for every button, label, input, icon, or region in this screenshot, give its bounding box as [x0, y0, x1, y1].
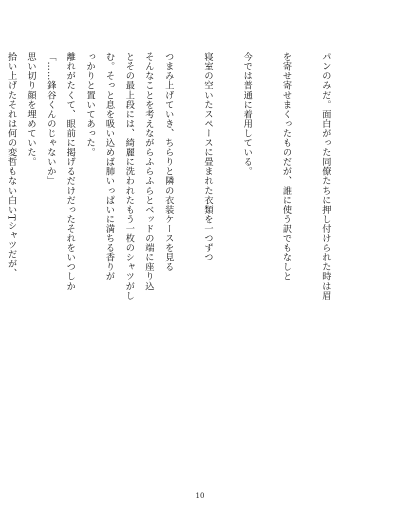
text-line: つまみ上げていき、ちらりと隣の衣装ケースを見る	[162, 52, 174, 272]
text-line: 思い切り顔を埋めていた。	[24, 52, 36, 167]
text-line: とその最上段には、綺麗に洗われたもう一枚のシャツがし	[123, 52, 135, 301]
text-column-left	[24, 52, 181, 485]
page-number: 10	[195, 492, 205, 500]
text-line: 離れがたくて、眼前に掲げるだけだったそれをいつしか	[64, 52, 76, 291]
text-line: そんなことを考えながらふらふらとベッドの端に座り込	[142, 52, 154, 291]
text-line: 寝室の空いたスペースに畳まれた衣類を一つずつ	[201, 52, 213, 263]
text-line: パンのみだ。面白がった同僚たちに押し付けられた時は眉	[319, 52, 331, 301]
text-line: 今では普通に着用している。	[241, 52, 253, 177]
text-line: む。そっと息を吸い込めば肺いっぱいに満ちる香りが	[103, 52, 115, 282]
text-line: っかりと置いてあった。	[84, 52, 96, 158]
text-line: 拾い上げたそれは何の変哲もない白いTシャツだが、	[5, 52, 17, 279]
text-line: 「……鋒谷くんのじゃないか」	[44, 52, 56, 186]
text-line: を寄せ寄せまくったものだが、誰に使う訳でもなしと	[280, 52, 292, 282]
